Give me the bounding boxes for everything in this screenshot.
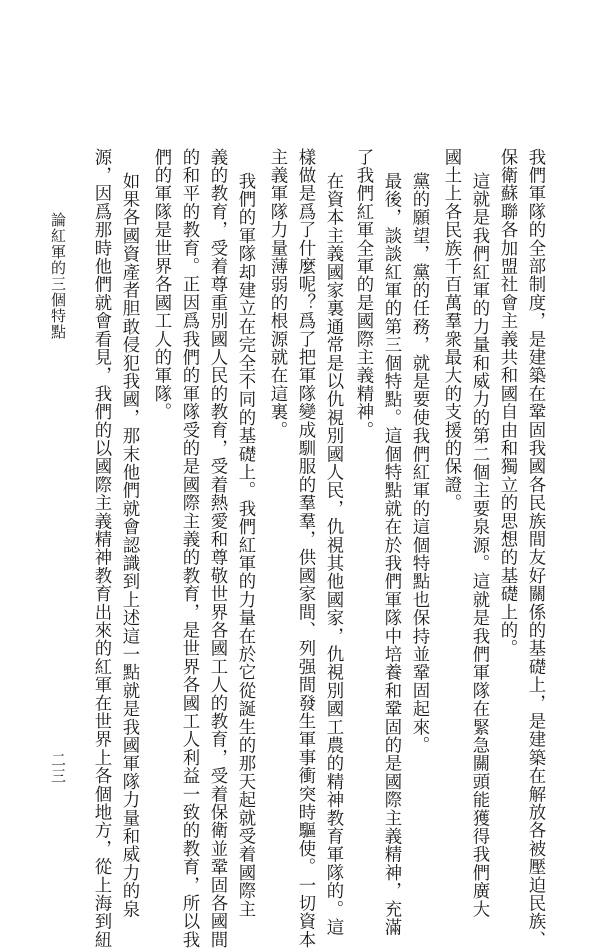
text-column-8: 在資本主義國家裏通常是以仇視別國人民，仇視其他國家，仇視別國工農的精神教育軍隊的。這 (323, 172, 343, 937)
text-column-13: 的和平的教育。正因爲我們的軍隊受的是國際主義的教育，是世界各國工人利益一致的教育，所以我 (179, 148, 199, 949)
page-number: 二三 (49, 752, 67, 784)
running-head: 論紅軍的三個特點 (49, 212, 67, 340)
text-column-3: 這就是我們紅軍的力量和威力的第二個主要泉源。這就是我們軍隊在緊急關頭能獲得我們廣大 (469, 172, 489, 919)
text-column-9: 樣做是爲了什麼呢？爲了把軍隊變成馴服的羣羣，供國家間、列强間發生軍事衝突時驅使。一切資本 (295, 148, 315, 949)
text-column-14: 們的軍隊是世界各國工人的軍隊。 (151, 148, 171, 421)
text-column-15: 如果各國資產者胆敢侵犯我國，那末他們就會認識到上述這一點就是我國軍隊力量和威力的泉 (119, 172, 139, 919)
text-column-1: 我們軍隊的全部制度，是建築在鞏固我國各民族間友好關係的基礎上，是建築在解放各被壓迫民族、 (525, 148, 545, 949)
text-column-12: 義的教育，受着尊重別國人民的教育，受着熱愛和尊敬世界各國工人的教育，受着保衛並鞏固各國間 (207, 148, 227, 949)
text-column-10: 主義軍隊力量薄弱的根源就在這裏。 (267, 148, 287, 440)
text-column-6: 最後，談談紅軍的第三個特點。這個特點就在於我們軍隊中培養和鞏固的是國際主義精神，充滿 (381, 172, 401, 937)
text-column-5: 黨的願望，黨的任務，就是要使我們紅軍的這個特點也保持並鞏固起來。 (409, 172, 429, 755)
text-column-4: 國土上各民族千百萬羣衆最大的支援的保證。 (441, 148, 461, 512)
text-column-11: 我們的軍隊却建立在完全不同的基礎上。我們紅軍的力量在於它從誕生的那天起就受着國際主 (235, 172, 255, 919)
text-column-16: 源，因爲那時他們就會看見，我們的以國際主義精神教育出來的紅軍在世界上各個地方，從上海到紐 (91, 148, 111, 949)
text-column-2: 保衛蘇聯各加盟社會主義共和國自由和獨立的思想的基礎上的。 (497, 148, 517, 658)
text-column-7: 了我們紅軍全軍的是國際主義精神。 (353, 148, 373, 440)
